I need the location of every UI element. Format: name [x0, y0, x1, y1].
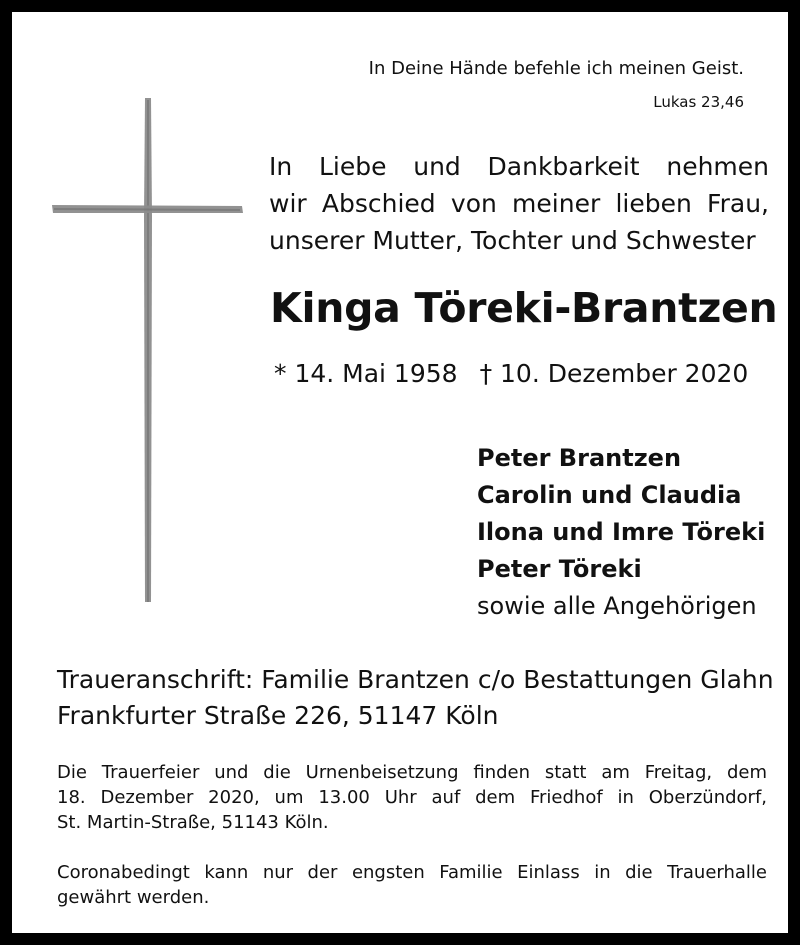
bible-quote: In Deine Hände befehle ich meinen Geist. — [368, 58, 744, 79]
corona-line: gewährt werden. — [57, 887, 210, 908]
death-date: † 10. Dezember 2020 — [479, 359, 749, 388]
mourner: Peter Brantzen — [477, 444, 682, 472]
corona-notice — [57, 860, 767, 910]
mourner: Peter Töreki — [477, 555, 642, 583]
cross-icon — [50, 96, 250, 606]
service-line: St. Martin-Straße, 51143 Köln. — [57, 812, 329, 833]
mourner: sowie alle Angehörigen — [477, 592, 757, 620]
intro-line: unserer Mutter, Tochter und Schwester — [269, 226, 756, 255]
intro-text — [269, 148, 769, 259]
life-dates — [274, 359, 748, 388]
mourner: Ilona und Imre Töreki — [477, 518, 766, 546]
address-line: Frankfurter Straße 226, 51147 Köln — [57, 701, 499, 730]
deceased-name: Kinga Töreki-Brantzen — [270, 284, 778, 332]
mourning-address — [57, 662, 774, 734]
bible-reference: Lukas 23,46 — [653, 93, 744, 111]
mourner: Carolin und Claudia — [477, 481, 742, 509]
service-line: 18. Dezember 2020, um 13.00 Uhr auf dem Friedhof in Oberzündorf, — [57, 787, 767, 808]
address-line: Traueranschrift: Familie Brantzen c/o Bestattungen Glahn — [57, 665, 774, 694]
intro-line: In Liebe und Dankbarkeit nehmen — [269, 152, 769, 181]
birth-date: * 14. Mai 1958 — [274, 359, 458, 388]
mourners-list — [477, 440, 765, 625]
service-line: Die Trauerfeier und die Urnenbeisetzung finden statt am Freitag, dem — [57, 762, 767, 783]
corona-line: Coronabedingt kann nur der engsten Familie Einlass in die Trauerhalle — [57, 862, 767, 883]
service-info — [57, 760, 767, 835]
intro-line: wir Abschied von meiner lieben Frau, — [269, 189, 769, 218]
